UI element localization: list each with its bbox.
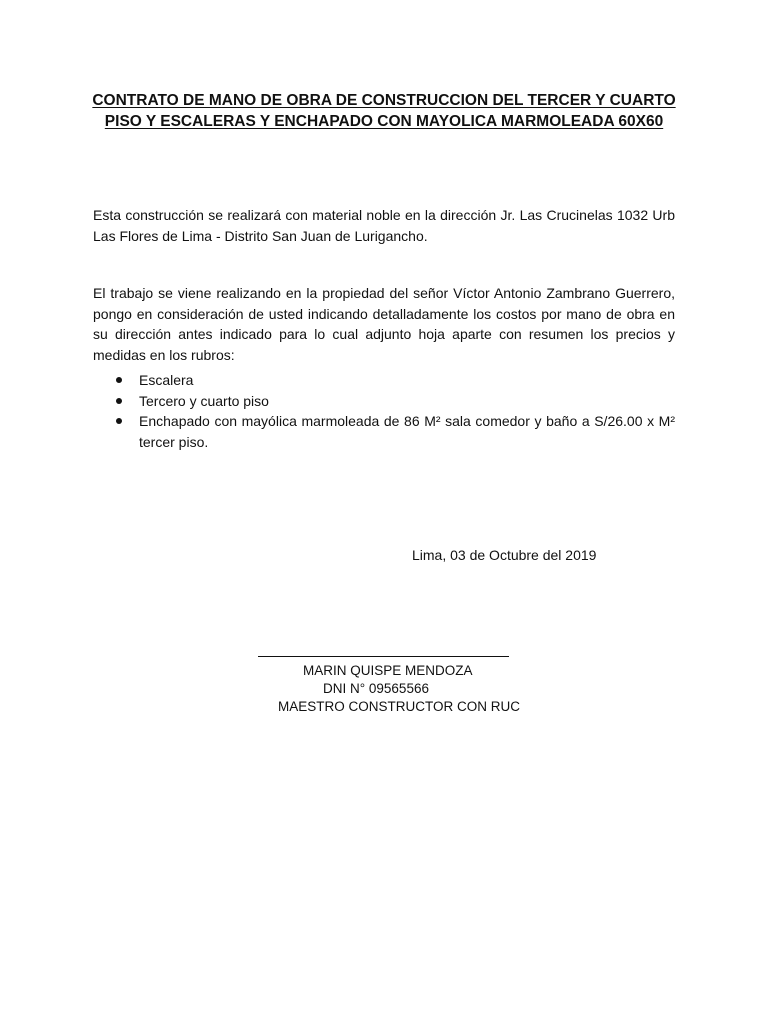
list-item: [93, 391, 675, 412]
items-list: [93, 370, 675, 452]
bullet-icon: [116, 377, 122, 383]
bullet-icon: [116, 398, 122, 404]
signer-name: MARIN QUISPE MENDOZA: [303, 663, 473, 678]
bullet-icon: [116, 418, 122, 424]
list-item: [93, 411, 675, 452]
list-item-text: Enchapado con mayólica marmoleada de 86 M² sala comedor y baño a S/26.00 x M² tercer piso.: [139, 413, 675, 450]
document-date: Lima, 03 de Octubre del 2019: [412, 547, 597, 563]
title-line-1: CONTRATO DE MANO DE OBRA DE CONSTRUCCION DEL TERCER Y CUARTO: [92, 92, 676, 109]
signature-line: [258, 656, 509, 657]
title-line-2: PISO Y ESCALERAS Y ENCHAPADO CON MAYOLICA MARMOLEADA 60X60: [104, 113, 664, 130]
list-item: [93, 370, 675, 391]
document-title: [84, 90, 684, 132]
list-item-text: Tercero y cuarto piso: [139, 392, 269, 409]
paragraph-description: El trabajo se viene realizando en la propiedad del señor Víctor Antonio Zambrano Guerrero, pongo en consideración de usted indicando detalladamente los costos por mano de obra en su dirección antes indicado para lo cual adjunto hoja aparte con resumen los precios y medidas en los rubros:: [93, 285, 675, 363]
signer-role: MAESTRO CONSTRUCTOR CON RUC: [278, 699, 521, 714]
signer-dni: DNI N° 09565566: [323, 681, 429, 696]
paragraph-address: Esta construcción se realizará con material noble en la dirección Jr. Las Crucinelas 1032 Urb Las Flores de Lima - Distrito San Juan de Lurigancho.: [93, 207, 675, 244]
list-item-text: Escalera: [139, 372, 194, 388]
